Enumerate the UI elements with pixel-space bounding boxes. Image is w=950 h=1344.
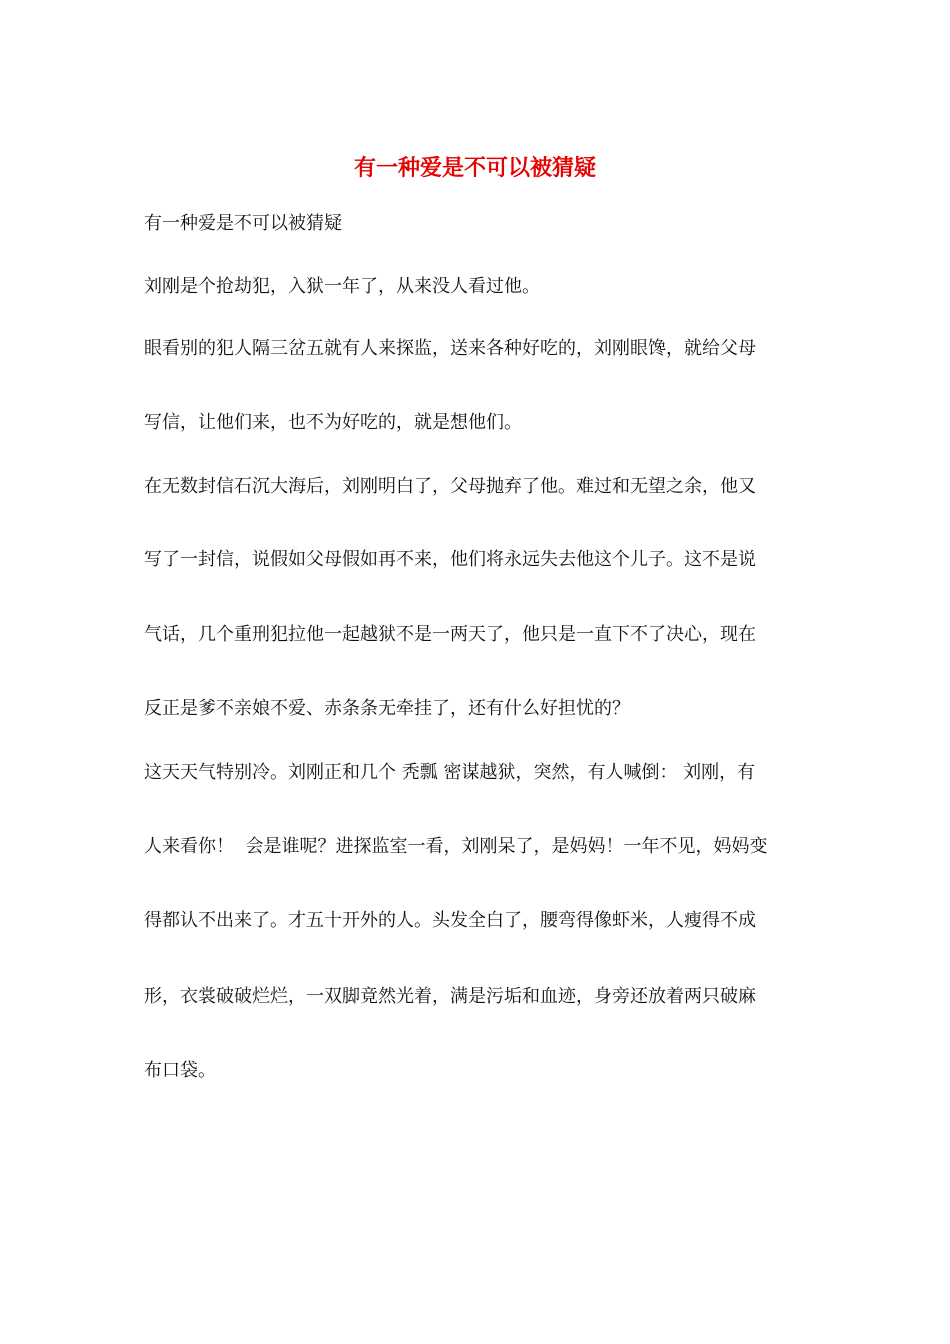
- paragraph-line: 布口袋。: [144, 1060, 216, 1081]
- paragraph-line: 刘刚是个抢劫犯，入狱一年了，从来没人看过他。: [144, 276, 540, 297]
- paragraph-line: 写了一封信，说假如父母假如再不来，他们将永远失去他这个儿子。这不是说: [144, 549, 756, 570]
- paragraph-line: 形，衣裳破破烂烂，一双脚竟然光着，满是污垢和血迹，身旁还放着两只破麻: [144, 986, 756, 1007]
- paragraph-line: 气话，几个重刑犯拉他一起越狱不是一两天了，他只是一直下不了决心，现在: [144, 624, 756, 645]
- paragraph-line: 眼看别的犯人隔三岔五就有人来探监，送来各种好吃的，刘刚眼馋，就给父母: [144, 338, 756, 359]
- paragraph-line: 在无数封信石沉大海后，刘刚明白了，父母抛弃了他。难过和无望之余，他又: [144, 476, 756, 497]
- paragraph-line: 这天天气特别冷。刘刚正和几个 秃瓢 密谋越狱，突然，有人喊倒： 刘刚，有: [144, 762, 756, 783]
- subtitle-line: 有一种爱是不可以被猜疑: [144, 213, 342, 234]
- document-title: 有一种爱是不可以被猜疑: [353, 155, 596, 181]
- paragraph-line: 反正是爹不亲娘不爱、赤条条无牵挂了，还有什么好担忧的？: [144, 698, 630, 719]
- paragraph-line: 写信，让他们来，也不为好吃的，就是想他们。: [144, 412, 522, 433]
- paragraph-line: 人来看你！ 会是谁呢？进探监室一看，刘刚呆了，是妈妈！一年不见，妈妈变: [144, 836, 768, 857]
- paragraph-line: 得都认不出来了。才五十开外的人。头发全白了，腰弯得像虾米，人瘦得不成: [144, 910, 756, 931]
